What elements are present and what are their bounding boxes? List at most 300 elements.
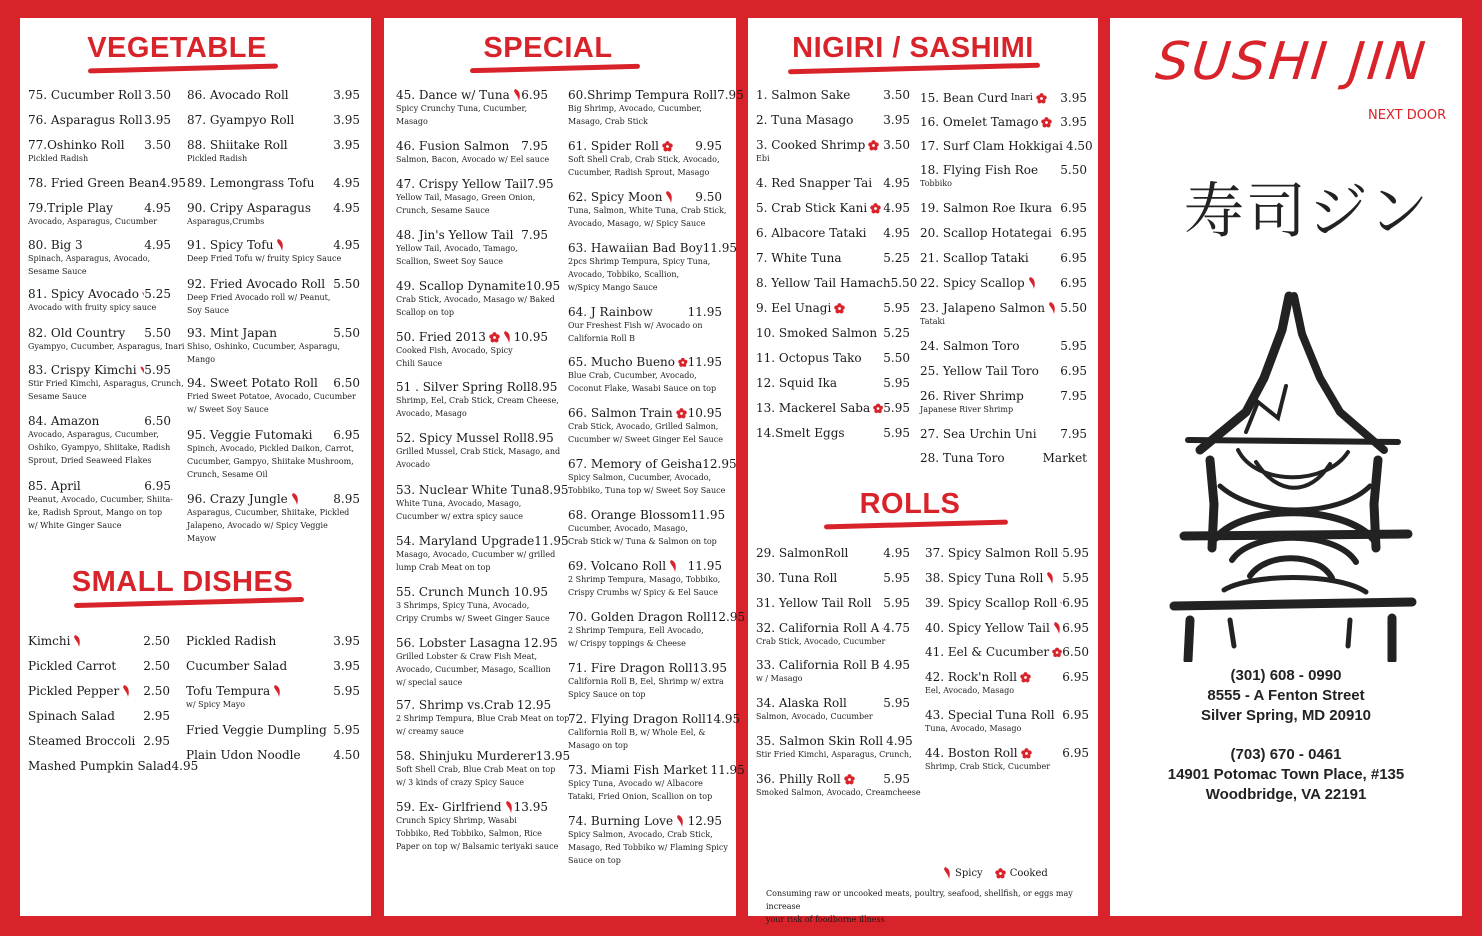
chili-pepper-icon bbox=[1048, 301, 1056, 315]
menu-item bbox=[568, 190, 727, 230]
cooked-flower-icon bbox=[1036, 93, 1047, 104]
menu-item bbox=[756, 658, 910, 685]
menu-item bbox=[920, 451, 1087, 465]
menu-item-price: 4.95 bbox=[883, 176, 910, 190]
menu-item-description: Spicy Sauce on top bbox=[568, 690, 646, 699]
menu-item-price: 11.95 bbox=[534, 534, 569, 548]
menu-item bbox=[28, 709, 170, 723]
menu-item bbox=[396, 139, 548, 166]
menu-item-name: 96. Crazy Jungle bbox=[187, 492, 288, 506]
menu-item-row bbox=[568, 406, 722, 420]
menu-item bbox=[920, 389, 1087, 416]
menu-item-price: 11.95 bbox=[687, 355, 722, 369]
chili-pepper-icon bbox=[273, 684, 281, 698]
menu-item bbox=[756, 546, 910, 560]
menu-item-description: Scallion, Sweet Soy Sauce bbox=[396, 257, 503, 266]
menu-item-price: 6.95 bbox=[1062, 708, 1089, 722]
menu-item bbox=[568, 559, 722, 599]
menu-item bbox=[568, 355, 722, 395]
menu-item-row bbox=[186, 748, 360, 762]
cooked-flower-icon bbox=[678, 357, 688, 368]
brand-subtitle: NEXT DOOR bbox=[1368, 108, 1447, 123]
menu-item bbox=[28, 176, 186, 190]
menu-item bbox=[396, 800, 559, 853]
menu-item-row bbox=[187, 88, 360, 102]
menu-item-price: 4.95 bbox=[333, 201, 360, 215]
menu-item-row bbox=[920, 427, 1087, 441]
menu-item-description: Stir Fried Kimchi, Asparagus, Crunch, bbox=[28, 379, 184, 388]
menu-item-price: 12.95 bbox=[687, 814, 722, 828]
menu-item-name: 37. Spicy Salmon Roll bbox=[925, 546, 1059, 560]
menu-item-row bbox=[756, 176, 910, 190]
menu-item-row bbox=[28, 287, 171, 301]
menu-item-name: 66. Salmon Train bbox=[568, 406, 673, 420]
brand-name: SUSHI JIN bbox=[1152, 32, 1431, 92]
menu-item-row bbox=[756, 734, 913, 748]
menu-item-name: 93. Mint Japan bbox=[187, 326, 277, 340]
menu-item-name: 15. Bean Curd bbox=[920, 91, 1008, 105]
menu-item-row bbox=[568, 610, 746, 624]
menu-item-name: 6. Albacore Tataki bbox=[756, 226, 867, 240]
menu-item-row bbox=[756, 301, 910, 315]
menu-item-name: 25. Yellow Tail Toro bbox=[920, 364, 1039, 378]
menu-item-price: 10.95 bbox=[513, 330, 548, 344]
menu-item-row bbox=[568, 508, 726, 522]
menu-item-row bbox=[568, 305, 722, 319]
chili-pepper-icon bbox=[676, 814, 684, 828]
menu-item-name: 49. Scallop Dynamite bbox=[396, 279, 526, 293]
menu-item-description: Salmon, Bacon, Avocado w/ Eel sauce bbox=[396, 155, 550, 164]
menu-item-name: 33. California Roll B bbox=[756, 658, 880, 672]
menu-item bbox=[187, 492, 360, 545]
menu-item bbox=[568, 88, 744, 128]
menu-item-name: 63. Hawaiian Bad Boy bbox=[568, 241, 703, 255]
menu-item bbox=[28, 201, 171, 228]
menu-item-row bbox=[568, 241, 737, 255]
menu-item-name: 20. Scallop Hotategai bbox=[920, 226, 1052, 240]
menu-item bbox=[28, 759, 199, 773]
menu-item bbox=[756, 226, 910, 240]
menu-item-price: 5.95 bbox=[333, 684, 360, 698]
menu-item-row bbox=[920, 115, 1087, 129]
menu-item-row bbox=[920, 201, 1087, 215]
menu-item-name: Fried Veggie Dumpling bbox=[186, 723, 327, 737]
menu-item-name: 43. Special Tuna Roll bbox=[925, 708, 1055, 722]
menu-item-name: 26. River Shrimp bbox=[920, 389, 1024, 403]
menu-item-name: Pickled Carrot bbox=[28, 659, 117, 673]
menu-item-row bbox=[756, 621, 910, 635]
menu-item-description: Cucumber w/ Sweet Ginger Eel Sauce bbox=[568, 435, 723, 444]
menu-item-row bbox=[396, 636, 558, 650]
menu-item bbox=[756, 201, 910, 215]
menu-item-row bbox=[925, 708, 1089, 722]
menu-item-row bbox=[756, 596, 910, 610]
menu-item-price: 10.95 bbox=[687, 406, 722, 420]
menu-item-description: Masago on top bbox=[568, 741, 628, 750]
phone-number[interactable]: (301) 608 - 0990 bbox=[1230, 667, 1342, 684]
menu-item-price: 2.95 bbox=[143, 734, 170, 748]
menu-item-price: 5.95 bbox=[1062, 546, 1089, 560]
menu-item-row bbox=[920, 226, 1087, 240]
menu-item-name: 5. Crab Stick Kani bbox=[756, 201, 868, 215]
menu-item-description: Stir Fried Kimchi, Asparagus, Crunch, bbox=[756, 750, 912, 759]
menu-item-description: Shrimp, Eel, Crab Stick, Cream Cheese, bbox=[396, 396, 559, 405]
menu-item-price: 6.95 bbox=[1062, 670, 1089, 684]
menu-item-row bbox=[920, 139, 1093, 153]
menu-item-name: 75. Cucumber Roll bbox=[28, 88, 142, 102]
menu-item-name: 58. Shinjuku Murderer bbox=[396, 749, 536, 763]
menu-item-name: 3. Cooked Shrimp bbox=[756, 138, 866, 152]
menu-item-price: 11.95 bbox=[687, 305, 722, 319]
menu-item-price: 5.50 bbox=[333, 277, 360, 291]
menu-item-description: 2 Shrimp Tempura, Blue Crab Meat on top bbox=[396, 714, 570, 723]
menu-item-name: 27. Sea Urchin Uni bbox=[920, 427, 1037, 441]
menu-item-price: 3.50 bbox=[144, 138, 171, 152]
menu-item-price: 7.95 bbox=[1060, 389, 1087, 403]
menu-item bbox=[568, 712, 741, 752]
menu-item-description: Tobbiko bbox=[920, 179, 952, 188]
menu-item-row bbox=[925, 746, 1089, 760]
menu-item-description: White Tuna, Avocado, Masago, bbox=[396, 499, 522, 508]
menu-item-name: 60.Shrimp Tempura Roll bbox=[568, 88, 718, 102]
menu-item-name: 42. Rock'n Roll bbox=[925, 670, 1017, 684]
menu-item-description: Spinach, Asparagus, Avocado, bbox=[28, 254, 151, 263]
menu-item-description: California Roll B bbox=[568, 334, 636, 343]
menu-item-description: Smoked Salmon, Avocado, Creamcheese bbox=[756, 788, 921, 797]
menu-item-price: 7.95 bbox=[521, 139, 548, 153]
menu-item-row bbox=[920, 163, 1087, 177]
menu-item-price: 5.95 bbox=[883, 571, 910, 585]
menu-item-price: 12.95 bbox=[523, 636, 558, 650]
menu-item-name: 69. Volcano Roll bbox=[568, 559, 667, 573]
menu-item bbox=[28, 634, 170, 648]
menu-item bbox=[920, 201, 1087, 215]
menu-item bbox=[925, 546, 1089, 560]
location-silver-spring bbox=[1110, 666, 1462, 726]
menu-item-description: Cooked Fish, Avocado, Spicy bbox=[396, 346, 513, 355]
menu-item-row bbox=[920, 389, 1087, 403]
menu-item-row bbox=[396, 698, 552, 712]
menu-item-name: 51 . Silver Spring Roll bbox=[396, 380, 531, 394]
menu-item-description: Sauce on top bbox=[568, 856, 621, 865]
menu-item-name: 56. Lobster Lasagna bbox=[396, 636, 521, 650]
menu-item-name: 84. Amazon bbox=[28, 414, 100, 428]
menu-item-price: 7.95 bbox=[526, 177, 554, 191]
menu-item-row bbox=[187, 326, 360, 340]
cooked-flower-icon bbox=[1041, 117, 1052, 128]
menu-item-row bbox=[186, 684, 360, 698]
menu-item-row bbox=[920, 301, 1087, 315]
menu-item-price: 8.95 bbox=[541, 483, 569, 497]
menu-item-name: 92. Fried Avocado Roll bbox=[187, 277, 326, 291]
menu-item-name: 65. Mucho Bueno bbox=[568, 355, 676, 369]
menu-item-row bbox=[756, 571, 910, 585]
menu-item bbox=[568, 139, 722, 179]
panel-special bbox=[384, 18, 746, 916]
menu-item-description: Deep Fried Avocado roll w/ Peanut, bbox=[187, 293, 331, 302]
menu-item-row bbox=[568, 814, 722, 828]
menu-item-row bbox=[28, 176, 186, 190]
menu-item-row bbox=[568, 457, 737, 471]
menu-item-name: 95. Veggie Futomaki bbox=[187, 428, 313, 442]
menu-item-name: 85. April bbox=[28, 479, 81, 493]
menu-item-description: Spicy Crunchy Tuna, Cucumber, bbox=[396, 104, 527, 113]
location-woodbridge bbox=[1110, 745, 1462, 805]
menu-item bbox=[756, 426, 910, 440]
menu-item-row bbox=[187, 176, 360, 190]
menu-item-row bbox=[396, 139, 548, 153]
menu-item-description: Tobbiko, Red Tobbiko, Salmon, Rice bbox=[396, 829, 542, 838]
cooked-flower-icon bbox=[873, 403, 883, 414]
menu-item-name: 52. Spicy Mussel Roll bbox=[396, 431, 527, 445]
menu-item-row bbox=[925, 670, 1089, 684]
menu-item-description: Tuna, Salmon, White Tuna, Crab Stick, bbox=[568, 206, 727, 215]
menu-item-price: 6.95 bbox=[1060, 201, 1087, 215]
menu-item-price: 14.95 bbox=[705, 712, 741, 726]
menu-item-name: 19. Salmon Roe Ikura bbox=[920, 201, 1053, 215]
panel-nigiri-rolls bbox=[748, 18, 1098, 924]
menu-item-description: w/ Sweet Soy Sauce bbox=[187, 405, 269, 414]
menu-item-row bbox=[756, 226, 910, 240]
menu-item bbox=[920, 251, 1087, 265]
menu-item bbox=[756, 696, 910, 723]
menu-item bbox=[568, 241, 737, 294]
menu-item bbox=[396, 228, 548, 268]
menu-item-description: Avocado, Asparagus, Cucumber bbox=[28, 217, 158, 226]
cooked-flower-icon bbox=[1021, 748, 1032, 759]
menu-item-name: 16. Omelet Tamago bbox=[920, 115, 1039, 129]
menu-item-name: 17. Surf Clam Hokkigai bbox=[920, 139, 1063, 153]
menu-item-description: Chili Sauce bbox=[396, 359, 443, 368]
menu-item bbox=[396, 431, 561, 471]
menu-item-name: 80. Big 3 bbox=[28, 238, 83, 252]
menu-item bbox=[756, 401, 910, 415]
menu-item-name: 89. Lemongrass Tofu bbox=[187, 176, 315, 190]
menu-item-description: Spicy Salmon, Avocado, Crab Stick, bbox=[568, 830, 713, 839]
menu-item-price: 8.95 bbox=[526, 431, 554, 445]
section-title-small-dishes: SMALL DISHES bbox=[71, 566, 294, 598]
menu-item-price: 3.50 bbox=[144, 88, 171, 102]
menu-item bbox=[920, 364, 1087, 378]
menu-item-price: 5.95 bbox=[883, 401, 910, 415]
menu-item-row bbox=[186, 723, 360, 737]
menu-item-row bbox=[756, 251, 910, 265]
menu-item-row bbox=[568, 763, 745, 777]
panel-brand bbox=[1110, 18, 1462, 916]
menu-item bbox=[28, 238, 171, 278]
chili-pepper-icon bbox=[943, 866, 951, 880]
menu-item-name: 86. Avocado Roll bbox=[187, 88, 289, 102]
cooked-flower-icon bbox=[834, 303, 845, 314]
menu-item-price: 11.95 bbox=[690, 508, 726, 522]
menu-item bbox=[186, 748, 360, 762]
chili-pepper-icon bbox=[513, 88, 521, 102]
menu-item-row bbox=[925, 645, 1089, 659]
menu-item-row bbox=[756, 772, 910, 786]
menu-item-price: 3.95 bbox=[883, 113, 910, 127]
menu-item bbox=[186, 684, 360, 711]
chili-pepper-icon bbox=[122, 684, 130, 698]
menu-item-description: w/ Spicy Mayo bbox=[186, 700, 246, 709]
menu-item bbox=[187, 88, 360, 102]
menu-item-description: Yellow Tail, Avocado, Tamago, bbox=[396, 244, 518, 253]
menu-item bbox=[28, 88, 171, 102]
menu-item-row bbox=[186, 634, 360, 648]
menu-item-price: 3.95 bbox=[333, 88, 360, 102]
menu-item-name: 29. SalmonRoll bbox=[756, 546, 849, 560]
menu-item bbox=[396, 279, 561, 319]
legend-spicy-label: Spicy bbox=[955, 867, 983, 879]
menu-item-price: 3.50 bbox=[883, 88, 910, 102]
menu-item-name: 30. Tuna Roll bbox=[756, 571, 838, 585]
menu-item-name: 79.Triple Play bbox=[28, 201, 113, 215]
cooked-flower-icon bbox=[870, 203, 881, 214]
menu-item-row bbox=[28, 138, 171, 152]
menu-item-name: 23. Jalapeno Salmon bbox=[920, 301, 1045, 315]
phone-number[interactable]: (703) 670 - 0461 bbox=[1230, 746, 1342, 763]
menu-item-price: 5.95 bbox=[883, 301, 910, 315]
warning-line: your risk of foodborne illness bbox=[766, 915, 885, 924]
section-title-vegetable: VEGETABLE bbox=[87, 32, 267, 64]
menu-item bbox=[756, 596, 910, 610]
menu-item-name: 1. Salmon Sake bbox=[756, 88, 851, 102]
menu-item bbox=[28, 659, 170, 673]
menu-item-row bbox=[756, 351, 910, 365]
menu-item bbox=[28, 734, 170, 748]
menu-item-row bbox=[396, 380, 558, 394]
menu-item-row bbox=[28, 88, 171, 102]
menu-item-description: Tuna, Avocado, Masago bbox=[925, 724, 1022, 733]
menu-item-price: 6.95 bbox=[1060, 251, 1087, 265]
menu-item-price: 3.95 bbox=[333, 659, 360, 673]
menu-item bbox=[187, 176, 360, 190]
menu-item-row bbox=[187, 113, 360, 127]
menu-item-description: California Roll B, w/ Whole Eel, & bbox=[568, 728, 706, 737]
menu-item-name: Spinach Salad bbox=[28, 709, 115, 723]
menu-item-description: Soft Shell Crab, Blue Crab Meat on top bbox=[396, 765, 556, 774]
menu-item-price: 2.50 bbox=[143, 634, 170, 648]
menu-item-description: Crunch Spicy Shrimp, Wasabi bbox=[396, 816, 517, 825]
chili-pepper-icon bbox=[505, 800, 513, 814]
menu-item-description: w/Spicy Mango Sauce bbox=[568, 283, 658, 292]
menu-item-description: Paper on top w/ Balsamic teriyaki sauce bbox=[396, 842, 559, 851]
menu-item-row bbox=[187, 492, 360, 506]
menu-item-row bbox=[568, 88, 744, 102]
menu-item-description: Masago, Red Tobbiko w/ Flaming Spicy bbox=[568, 843, 728, 852]
menu-item-name: Plain Udon Noodle bbox=[186, 748, 301, 762]
menu-item-row bbox=[756, 376, 910, 390]
chili-pepper-icon bbox=[665, 190, 673, 204]
menu-item-description: w / Masago bbox=[756, 674, 803, 683]
menu-item-description: Shrimp, Crab Stick, Cucumber bbox=[925, 762, 1051, 771]
menu-item-price: 8.95 bbox=[333, 492, 360, 506]
menu-item bbox=[568, 406, 722, 446]
menu-item-price: 7.95 bbox=[717, 88, 744, 102]
menu-item bbox=[396, 380, 559, 420]
menu-item-row bbox=[186, 659, 360, 673]
menu-item-price: 7.95 bbox=[1060, 427, 1087, 441]
menu-item-price: 4.95 bbox=[883, 226, 910, 240]
menu-item-description: Crispy Crumbs w/ Spicy & Eel Sauce bbox=[568, 588, 718, 597]
menu-item-description: w/ special sauce bbox=[396, 678, 463, 687]
menu-item-row bbox=[187, 277, 360, 291]
menu-item-row bbox=[756, 326, 910, 340]
menu-item-description: Masago, Crab Stick bbox=[568, 117, 648, 126]
menu-item-row bbox=[28, 201, 171, 215]
menu-item-price: 6.95 bbox=[1060, 364, 1087, 378]
menu-item bbox=[186, 634, 360, 648]
menu-item-price: 13.95 bbox=[535, 749, 571, 763]
menu-item bbox=[568, 508, 726, 548]
menu-item bbox=[756, 176, 910, 190]
menu-item-description: Gyampyo, Cucumber, Asparagus, Inari bbox=[28, 342, 185, 351]
cooked-flower-icon bbox=[1052, 647, 1062, 658]
menu-item-name: 91. Spicy Tofu bbox=[187, 238, 274, 252]
menu-item-description: Avocado, Masago, w/ Spicy Sauce bbox=[568, 219, 706, 228]
menu-item-row bbox=[396, 330, 548, 344]
menu-item-row bbox=[396, 279, 561, 293]
menu-item bbox=[396, 483, 569, 523]
menu-item-row bbox=[756, 401, 910, 415]
menu-item-description: Soft Shell Crab, Crab Stick, Avocado, bbox=[568, 155, 720, 164]
menu-item-description: Avocado bbox=[396, 460, 430, 469]
menu-item-price: 5.95 bbox=[144, 363, 171, 377]
menu-item-row bbox=[187, 201, 360, 215]
menu-item-row bbox=[396, 431, 554, 445]
cooked-flower-icon bbox=[489, 332, 500, 343]
menu-item-row bbox=[756, 658, 910, 672]
menu-item-description: Cucumber w/ extra spicy sauce bbox=[396, 512, 523, 521]
menu-item-price: 5.95 bbox=[883, 376, 910, 390]
menu-item bbox=[568, 610, 746, 650]
menu-item-description: Coconut Flake, Wasabi Sauce on top bbox=[568, 384, 717, 393]
menu-item-description: 2 Shrimp Tempura, Eell Avocado, bbox=[568, 626, 704, 635]
menu-item-row bbox=[28, 659, 170, 673]
menu-item-name: Pickled Pepper bbox=[28, 684, 120, 698]
menu-item-name: 28. Tuna Toro bbox=[920, 451, 1005, 465]
menu-item-description: Tataki, Fried Onion, Scallion on top bbox=[568, 792, 713, 801]
menu-item-row bbox=[920, 451, 1087, 465]
menu-item-price: 5.50 bbox=[1060, 163, 1087, 177]
menu-item-price: 4.95 bbox=[883, 658, 910, 672]
menu-item-price: 4.95 bbox=[144, 201, 171, 215]
menu-item bbox=[925, 645, 1089, 659]
menu-item bbox=[186, 659, 360, 673]
menu-item-description: Spinch, Avocado, Pickled Daikon, Carrot, bbox=[187, 444, 355, 453]
menu-item-price: 4.95 bbox=[171, 759, 199, 773]
menu-item bbox=[920, 339, 1087, 353]
menu-item bbox=[756, 138, 910, 165]
menu-item-name: 64. J Rainbow bbox=[568, 305, 653, 319]
menu-item-name: Tofu Tempura bbox=[186, 684, 271, 698]
menu-item-row bbox=[28, 363, 171, 377]
menu-item-price: 3.95 bbox=[144, 113, 171, 127]
menu-item-price: 7.95 bbox=[521, 228, 548, 242]
menu-item-description: Mayow bbox=[187, 534, 217, 543]
menu-item-name: 14.Smelt Eggs bbox=[756, 426, 845, 440]
menu-item-name: 67. Memory of Geisha bbox=[568, 457, 703, 471]
menu-item-row bbox=[396, 534, 569, 548]
chili-pepper-icon bbox=[503, 330, 511, 344]
chili-pepper-icon bbox=[276, 238, 284, 252]
chili-pepper-icon bbox=[73, 634, 81, 648]
menu-item bbox=[186, 723, 360, 737]
menu-item-row bbox=[568, 559, 722, 573]
menu-item-name: 50. Fried 2013 bbox=[396, 330, 486, 344]
chili-pepper-icon bbox=[669, 559, 677, 573]
menu-item-row bbox=[396, 800, 548, 814]
menu-item-row bbox=[28, 414, 171, 428]
